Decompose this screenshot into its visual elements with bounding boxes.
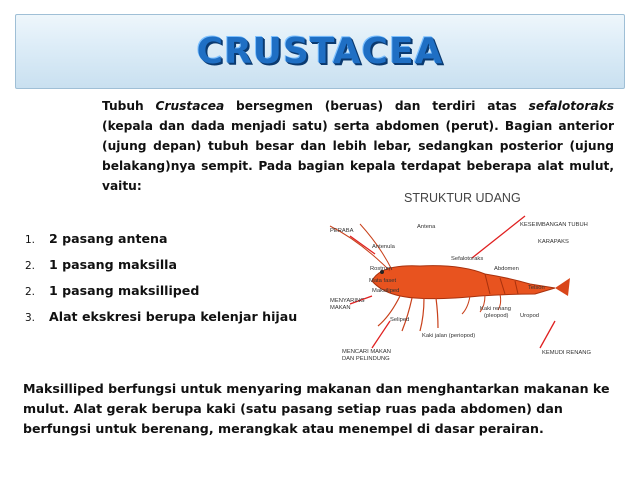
list-number: 2. [25, 260, 36, 272]
shrimp-structure-diagram [320, 186, 636, 362]
label-menyaring-1: MENYARING [330, 298, 365, 304]
label-mencari-2: DAN PELINDUNG [342, 356, 390, 362]
diagram-title: STRUKTUR UDANG [404, 191, 521, 205]
label-telson: Telson [528, 285, 545, 291]
list-item [25, 304, 297, 330]
label-mata-faset: Mata faset [369, 278, 397, 284]
label-maksiliped: Maksiliped [372, 288, 400, 294]
intro-paragraph [102, 96, 614, 196]
title-banner [15, 14, 625, 89]
list-number: 1. [25, 234, 36, 246]
label-uropod: Uropod [520, 313, 540, 319]
label-mencari-1: MENCARI MAKAN [342, 349, 391, 355]
label-karapaks: KARAPAKS [538, 239, 569, 245]
intro-text-3: (kepala dan dada menjadi satu) serta abdomen (perut). Bagian anterior (ujung depan) tubuh besar dan lebih lebar, sedangkan posterior (ujung belakang)nya sempit. Pada bagian kepala terdapat beberapa alat mulut, vaitu: [102, 119, 614, 193]
list-number: 3. [25, 312, 36, 324]
intro-text-2: bersegmen (beruas) dan terdiri atas [224, 99, 529, 113]
intro-text-1: Tubuh [102, 99, 156, 113]
label-keseimbangan: KESEIMBANGAN TUBUH [520, 222, 588, 228]
list-text: 2 pasang antena [49, 231, 168, 246]
label-kemudi: KEMUDI RENANG [542, 350, 591, 356]
intro-term-sefalotoraks: sefalotoraks [528, 99, 614, 113]
list-text: Alat ekskresi berupa kelenjar hijau [49, 309, 298, 324]
label-kaki-renang-1: Kaki renang [480, 306, 511, 312]
label-rostrum: Rostrum [370, 266, 392, 272]
list-text: 1 pasang maksilliped [49, 283, 200, 298]
label-abdomen: Abdomen [494, 266, 519, 272]
label-antena: Antena [417, 224, 436, 230]
list-number: 2. [25, 286, 36, 298]
label-peraba: PERABA [330, 228, 354, 234]
label-antenula: Antenula [372, 244, 395, 250]
list-text: 1 pasang maksilla [49, 257, 177, 272]
label-menyaring-2: MAKAN [330, 305, 351, 311]
list-item [25, 278, 297, 304]
label-seliped: Seliped [390, 317, 410, 323]
closing-paragraph: Maksilliped berfungsi untuk menyaring makanan dan menghantarkan makanan ke mulut. Alat gerak berupa kaki (satu pasang setiap ruas pada abdomen) dan berfungsi untuk berenang, merangkak atau menempel di dasar perairan. [23, 381, 610, 436]
list-item [25, 226, 297, 252]
label-kaki-jalan: Kaki jalan (periopod) [422, 333, 476, 339]
label-kaki-renang-2: (pleopod) [484, 313, 509, 319]
page-title: CRUSTACEA [196, 31, 444, 72]
label-sefalotoraks: Sefalotoraks [451, 256, 484, 262]
mouthparts-list [25, 226, 297, 330]
list-item [25, 252, 297, 278]
intro-term-crustacea: Crustacea [155, 99, 225, 113]
